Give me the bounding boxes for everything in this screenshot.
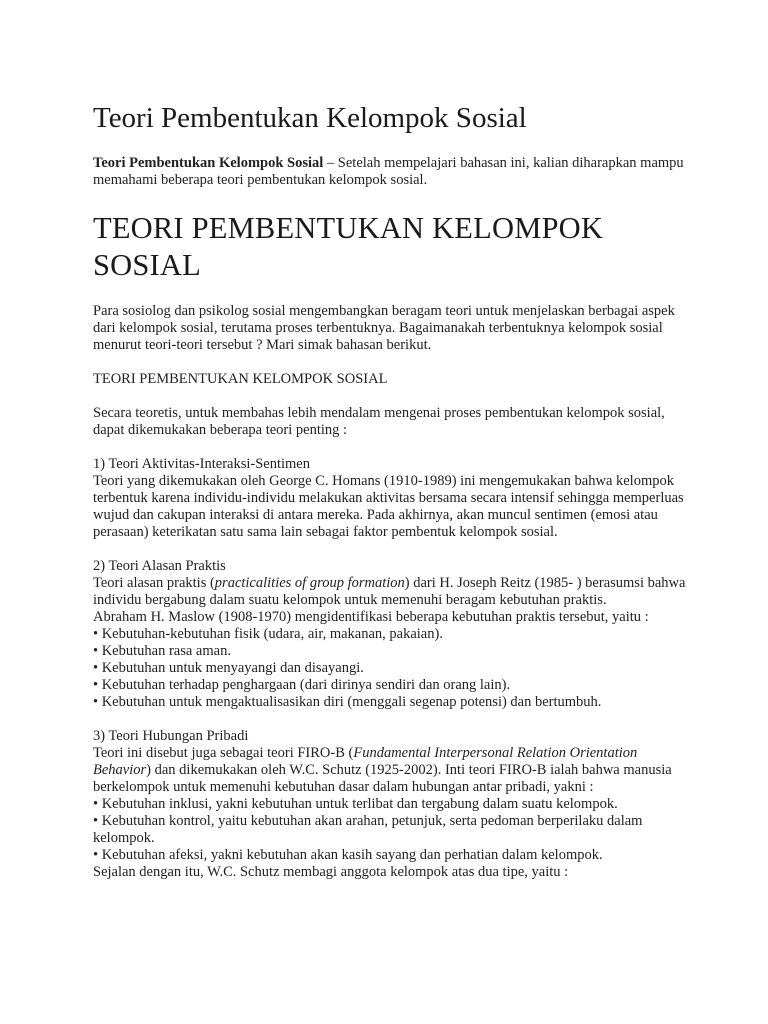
section-3-body: Teori ini disebut juga sebagai teori FIRO-B (Fundamental Interpersonal Relation Orientation Behavior) dan dikemukakan oleh W.C. Schutz (1925-2002). Inti teori FIRO-B ialah bahwa manusia berkelompok untuk memenuhi kebutuhan dasar dalam hubungan antar pribadi, yakni : (93, 745, 672, 795)
paragraph-intro-theories: Para sosiolog dan psikolog sosial mengembangkan beragam teori untuk menjelaskan berbagai aspek dari kelompok sosial, terutama proses terbentuknya. Bagaimanakah terbentuknya kelompok sosial menurut teori-teori tersebut ? Mari simak bahasan berikut. (93, 303, 675, 353)
list-item: • Kebutuhan untuk menyayangi dan disayangi. (93, 660, 693, 677)
section-2-italic-term: practicalities of group formation (214, 575, 405, 591)
intro-bold-title: Teori Pembentukan Kelompok Sosial (93, 155, 324, 171)
section-3-italic-term: Fundamental Interpersonal Relation Orientation Behavior (93, 745, 638, 778)
section-3-title: 3) Teori Hubungan Pribadi (93, 728, 249, 744)
section-2-body-maslow: Abraham H. Maslow (1908-1970) mengidentifikasi beberapa kebutuhan praktis tersebut, yaitu : (93, 609, 649, 625)
section-2-body: Teori alasan praktis (practicalities of group formation) dari H. Joseph Reitz (1985- ) berasumsi bahwa individu bergabung dalam suatu kelompok untuk memenuhi beragam kebutuhan praktis. (93, 575, 686, 608)
document-content (93, 100, 693, 881)
section-3-closing: Sejalan dengan itu, W.C. Schutz membagi anggota kelompok atas dua tipe, yaitu : (93, 864, 569, 880)
subheading: TEORI PEMBENTUKAN KELOMPOK SOSIAL (93, 371, 388, 387)
page-title: Teori Pembentukan Kelompok Sosial (93, 102, 527, 134)
list-item: • Kebutuhan inklusi, yakni kebutuhan untuk terlibat dan tergabung dalam suatu kelompok. (93, 796, 693, 813)
list-item: • Kebutuhan-kebutuhan fisik (udara, air, makanan, pakaian). (93, 626, 693, 643)
list-item: • Kebutuhan afeksi, yakni kebutuhan akan kasih sayang dan perhatian dalam kelompok. (93, 847, 693, 864)
list-item: • Kebutuhan untuk mengaktualisasikan diri (menggali segenap potensi) dan bertumbuh. (93, 694, 693, 711)
list-item: • Kebutuhan rasa aman. (93, 643, 693, 660)
list-item: • Kebutuhan terhadap penghargaan (dari dirinya sendiri dan orang lain). (93, 677, 693, 694)
list-item: • Kebutuhan kontrol, yaitu kebutuhan akan arahan, petunjuk, serta pedoman berperilaku dalam kelompok. (93, 813, 693, 847)
section-2-title: 2) Teori Alasan Praktis (93, 558, 226, 574)
intro-paragraph (93, 155, 693, 189)
section-heading: TEORI PEMBENTUKAN KELOMPOK SOSIAL (93, 211, 604, 282)
section-1-body: Teori yang dikemukakan oleh George C. Homans (1910-1989) ini mengemukakan bahwa kelompok terbentuk karena individu-individu melakukan aktivitas bersama secara intensif sehingga memperluas wujud dan cakupan interaksi di antara mereka. Pada akhirnya, akan muncul sentimen (emosi atau perasaan) keterikatan satu sama lain sebagai faktor pembentuk kelompok sosial. (93, 473, 684, 540)
intro-text: – Setelah mempelajari bahasan ini, kalian diharapkan mampu memahami beberapa teori pembentukan kelompok sosial. (93, 155, 684, 188)
section-2-bullet-list (93, 626, 693, 711)
section-3-bullet-list (93, 796, 693, 864)
paragraph-theoretical: Secara teoretis, untuk membahas lebih mendalam mengenai proses pembentukan kelompok sosial, dapat dikemukakan beberapa teori penting : (93, 405, 665, 438)
section-1-title: 1) Teori Aktivitas-Interaksi-Sentimen (93, 456, 310, 472)
